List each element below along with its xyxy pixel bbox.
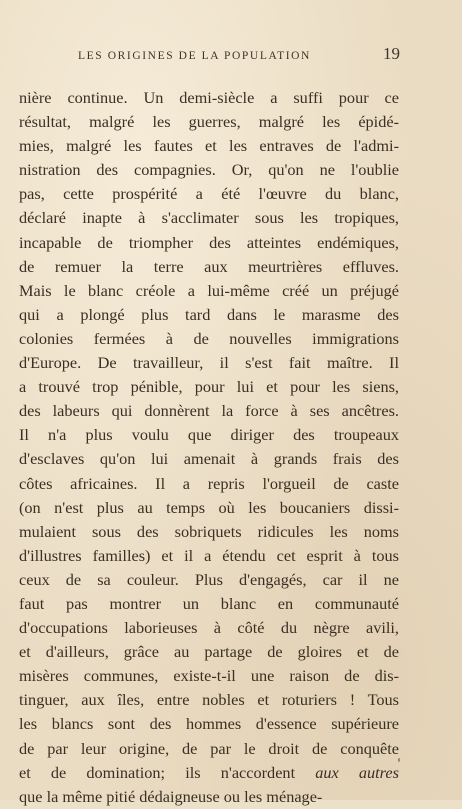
- running-title: LES ORIGINES DE LA POPULATION: [78, 50, 311, 62]
- text-line: qui a plongé plus tard dans le marasme des: [19, 304, 399, 324]
- text-line: pas, cette prospérité a été l'œuvre du blanc,: [19, 184, 399, 204]
- text-line: de remuer la terre aux meurtrières effluves.: [19, 256, 399, 276]
- text-line: Il n'a plus voulu que diriger des troupeaux: [19, 425, 399, 445]
- text-line: misères communes, existe-t-il une raison de dis-: [19, 666, 399, 686]
- text-line: tinguer, aux îles, entre nobles et roturiers ! Tous: [19, 690, 399, 710]
- text-line: nistration des compagnies. Or, qu'on ne l'oublie: [19, 160, 399, 180]
- text-line-with-italic: [19, 761, 399, 785]
- text-line: incapable de triompher des atteintes endémiques,: [19, 232, 399, 252]
- paper-speck: [398, 758, 400, 762]
- text-line: (on n'est plus au temps où les boucaniers dissi-: [19, 497, 399, 517]
- text-line: d'esclaves qu'on lui amenait à grands frais des: [19, 449, 399, 469]
- text-line: ceux de sa couleur. Plus d'engagés, car il ne: [19, 569, 399, 589]
- page-header: [60, 44, 405, 66]
- text-line: d'illustres familles) et il a étendu cet esprit à tous: [19, 545, 399, 565]
- text-segment: et de domination; ils n'accordent: [19, 762, 296, 782]
- text-line: les blancs sont des hommes d'essence supérieure: [19, 714, 399, 734]
- text-line: a trouvé trop pénible, pour lui et pour les siens,: [19, 377, 399, 397]
- text-line: que la même pitié dédaigneuse ou les ménage-: [19, 786, 323, 806]
- page-number: 19: [383, 44, 400, 63]
- body-text: [19, 86, 399, 809]
- text-line: déclaré inapte à s'acclimater sous les tropiques,: [19, 208, 399, 228]
- text-line: Mais le blanc créole a lui-même créé un préjugé: [19, 280, 399, 300]
- italic-phrase: aux autres: [315, 762, 399, 782]
- text-line: et d'ailleurs, grâce au partage de gloires et de: [19, 642, 399, 662]
- text-line: faut pas montrer un blanc en communauté: [19, 593, 399, 613]
- text-line: d'occupations laborieuses à côté du nègre avili,: [19, 618, 399, 638]
- text-line: côtes africaines. Il a repris l'orgueil de caste: [19, 473, 399, 493]
- text-line: mies, malgré les fautes et les entraves de l'admi-: [19, 136, 399, 156]
- text-line: résultat, malgré les guerres, malgré les épidé-: [19, 112, 399, 132]
- text-line: de par leur origine, de par le droit de conquête: [19, 738, 399, 758]
- text-line: des labeurs qui donnèrent la force à ses ancêtres.: [19, 401, 399, 421]
- text-line: nière continue. Un demi-siècle a suffi pour ce: [19, 88, 399, 107]
- text-line: mulaient sous des sobriquets ridicules les noms: [19, 521, 399, 541]
- text-line: d'Europe. De travailleur, il s'est fait maître. Il: [19, 353, 399, 373]
- text-line: colonies fermées à de nouvelles immigrations: [19, 328, 399, 348]
